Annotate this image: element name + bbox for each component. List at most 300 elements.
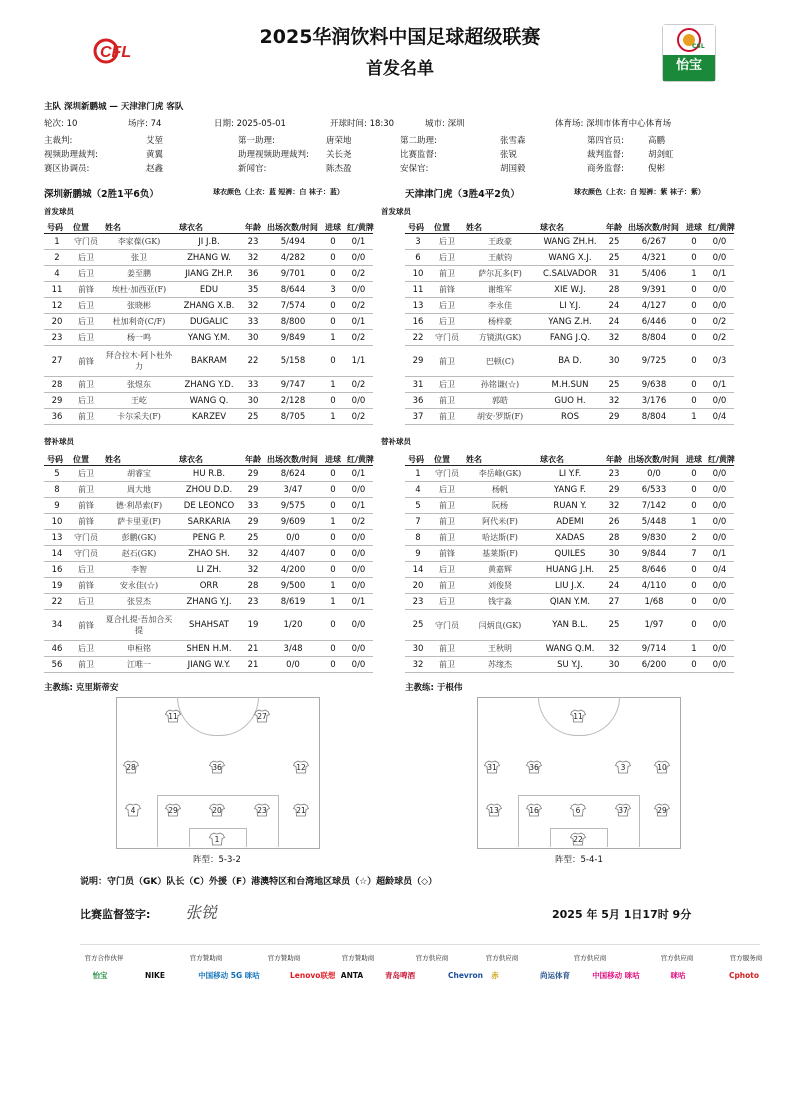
- player-cell: DUGALIC: [176, 314, 242, 330]
- player-cell: 9/609: [264, 514, 322, 530]
- player-cell: 9: [405, 546, 431, 562]
- player-cell: 前卫: [431, 498, 463, 514]
- player-cell: 8/646: [625, 562, 683, 578]
- sponsor-logo: Chevron: [448, 971, 484, 980]
- player-cell: 7/574: [264, 298, 322, 314]
- player-cell: 32: [242, 298, 264, 314]
- player-cell: 6/200: [625, 657, 683, 673]
- player-cell: 0/0: [344, 530, 373, 546]
- player-cell: 0/3: [705, 346, 734, 377]
- player-cell: 0/0: [344, 657, 373, 673]
- player-cell: 萨尔瓦多(F): [463, 266, 537, 282]
- player-cell: 28: [603, 282, 625, 298]
- player-cell: 20: [405, 578, 431, 594]
- player-cell: 守门员: [431, 610, 463, 641]
- player-cell: 1: [322, 377, 344, 393]
- player-cell: 周大地: [102, 482, 176, 498]
- player-cell: 30: [603, 346, 625, 377]
- away-subs-label: 替补球员: [381, 437, 411, 446]
- player-cell: 赵石(GK): [102, 546, 176, 562]
- player-cell: 刘俊贤: [463, 578, 537, 594]
- player-cell: 0/0: [344, 641, 373, 657]
- shirt-icon: [570, 803, 586, 817]
- player-cell: 0/0: [344, 578, 373, 594]
- column-header: 红/黄牌: [344, 221, 373, 234]
- player-cell: 0: [683, 282, 705, 298]
- player-cell: 0: [683, 578, 705, 594]
- player-cell: 0: [322, 393, 344, 409]
- player-cell: 23: [603, 466, 625, 482]
- official-name: 关长尧: [326, 150, 352, 160]
- shirt-icon: [570, 709, 586, 723]
- player-row: [44, 610, 373, 641]
- player-cell: DE LEONCO: [176, 498, 242, 514]
- player-row: [405, 514, 734, 530]
- player-cell: 25: [603, 250, 625, 266]
- shirt-number: 1: [214, 835, 220, 844]
- player-row: [405, 546, 734, 562]
- shirt-icon: [165, 803, 181, 817]
- sponsor-logo: Lenovo联想: [290, 971, 336, 980]
- player-cell: 0/0: [705, 234, 734, 250]
- player-row: [405, 578, 734, 594]
- player-cell: 前锋: [70, 514, 102, 530]
- sponsor-tier-label: 官方合作伙伴: [84, 954, 124, 962]
- player-cell: SHAHSAT: [176, 610, 242, 641]
- player-cell: 29: [405, 346, 431, 377]
- player-row: [405, 234, 734, 250]
- player-row: [44, 377, 373, 393]
- player-cell: ZHANG X.B.: [176, 298, 242, 314]
- column-header: 球衣名: [537, 221, 603, 234]
- player-cell: 1: [683, 641, 705, 657]
- column-header: 出场次数/时间: [264, 221, 322, 234]
- shirt-icon: [125, 803, 141, 817]
- player-cell: 12: [44, 298, 70, 314]
- player-cell: 申桓铭: [102, 641, 176, 657]
- player-cell: 0: [683, 314, 705, 330]
- player-cell: 0/2: [344, 298, 373, 314]
- player-cell: 11: [44, 282, 70, 298]
- player-row: [44, 562, 373, 578]
- player-row: [405, 346, 734, 377]
- player-cell: 27: [44, 346, 70, 377]
- player-cell: 前卫: [431, 346, 463, 377]
- player-row: [44, 234, 373, 250]
- player-cell: 35: [242, 282, 264, 298]
- player-cell: 23: [44, 330, 70, 346]
- player-cell: 37: [405, 409, 431, 425]
- player-cell: 30: [242, 393, 264, 409]
- shirt-number: 3: [620, 763, 626, 772]
- sponsor-logo: 中国移动 咪咕: [592, 971, 640, 980]
- player-cell: RUAN Y.: [537, 498, 603, 514]
- player-cell: 0/0: [344, 482, 373, 498]
- player-cell: ORR: [176, 578, 242, 594]
- player-cell: 8/644: [264, 282, 322, 298]
- player-cell: 1/68: [625, 594, 683, 610]
- shirt-icon: [209, 832, 225, 846]
- player-cell: 33: [242, 314, 264, 330]
- player-cell: 0: [322, 250, 344, 266]
- player-cell: 8/619: [264, 594, 322, 610]
- sponsor-divider: [80, 944, 760, 945]
- player-cell: 4/407: [264, 546, 322, 562]
- player-cell: 后卫: [70, 466, 102, 482]
- page-title: 2025华润饮料中国足球超级联赛: [259, 26, 541, 48]
- shirt-icon: [254, 709, 270, 723]
- player-cell: 后卫: [70, 330, 102, 346]
- player-cell: 杨梓豪: [463, 314, 537, 330]
- column-header: 出场次数/时间: [625, 453, 683, 466]
- player-cell: 8/800: [264, 314, 322, 330]
- official-label: 新闻官:: [238, 164, 267, 174]
- player-cell: WANG Q.M.: [537, 641, 603, 657]
- player-cell: 7: [683, 546, 705, 562]
- player-cell: C.SALVADOR: [537, 266, 603, 282]
- official-name: 陈杰盈: [326, 164, 352, 174]
- player-cell: 前锋: [431, 282, 463, 298]
- player-cell: 29: [603, 482, 625, 498]
- official-label: 助理视频助理裁判:: [238, 150, 309, 160]
- match-date: 日期: 2025-05-01: [214, 119, 286, 129]
- player-cell: 拜合拉木·阿卜杜外力: [102, 346, 176, 377]
- away-starters-label: 首发球员: [381, 207, 411, 216]
- column-header: 进球: [322, 453, 344, 466]
- player-cell: 20: [44, 314, 70, 330]
- shirt-icon: [254, 803, 270, 817]
- player-cell: 0/0: [705, 657, 734, 673]
- player-cell: 卡尔采夫(F): [102, 409, 176, 425]
- column-header: 球衣名: [176, 453, 242, 466]
- player-cell: 0/2: [705, 314, 734, 330]
- player-cell: 3/47: [264, 482, 322, 498]
- player-row: [44, 482, 373, 498]
- player-cell: 0/0: [705, 282, 734, 298]
- player-cell: 守门员: [70, 234, 102, 250]
- player-cell: 闫炳良(GK): [463, 610, 537, 641]
- player-cell: 埃杜·加西亚(F): [102, 282, 176, 298]
- player-cell: 0/1: [344, 234, 373, 250]
- column-header: 年龄: [603, 221, 625, 234]
- player-cell: 后卫: [70, 266, 102, 282]
- player-cell: 31: [603, 266, 625, 282]
- official-label: 裁判监督:: [587, 150, 624, 160]
- home-formation: 阵型：5-3-2: [193, 855, 241, 865]
- shirt-number: 36: [212, 763, 222, 772]
- player-cell: 0/0: [705, 641, 734, 657]
- player-row: [405, 498, 734, 514]
- player-row: [405, 330, 734, 346]
- player-cell: 1: [322, 578, 344, 594]
- player-cell: 0: [322, 498, 344, 514]
- player-cell: 4: [405, 482, 431, 498]
- player-cell: EDU: [176, 282, 242, 298]
- player-cell: LI ZH.: [176, 562, 242, 578]
- column-header: 号码: [405, 221, 431, 234]
- player-cell: 胡睿宝: [102, 466, 176, 482]
- shirt-number: 37: [618, 806, 628, 815]
- shirt-icon: [293, 803, 309, 817]
- sponsor-tier-label: 官方供应商: [485, 954, 519, 962]
- player-cell: KARZEV: [176, 409, 242, 425]
- sponsor-tier-label: 官方服务商: [729, 954, 763, 962]
- player-cell: FANG J.Q.: [537, 330, 603, 346]
- player-cell: 32: [603, 498, 625, 514]
- player-row: [44, 250, 373, 266]
- player-cell: 32: [242, 546, 264, 562]
- shirt-number: 20: [212, 806, 222, 815]
- legend-note: 说明：守门员（GK）队长（C）外援（F）港澳特区和台湾地区球员（☆）超龄球员（◇）: [80, 877, 438, 887]
- shirt-number: 10: [657, 763, 667, 772]
- home-coach: 主教练: 克里斯蒂安: [44, 683, 119, 693]
- shirt-number: 21: [296, 806, 306, 815]
- player-cell: 0/1: [344, 594, 373, 610]
- player-cell: 阮杨: [463, 498, 537, 514]
- player-cell: 16: [405, 314, 431, 330]
- player-row: [44, 409, 373, 425]
- player-cell: 前卫: [431, 514, 463, 530]
- player-cell: BA D.: [537, 346, 603, 377]
- player-cell: HUANG J.H.: [537, 562, 603, 578]
- player-cell: 10: [44, 514, 70, 530]
- official-label: 赛区协调员:: [44, 164, 90, 174]
- player-cell: 0/4: [705, 409, 734, 425]
- official-name: 艾堃: [146, 136, 164, 146]
- player-row: [405, 562, 734, 578]
- player-cell: 0/0: [705, 498, 734, 514]
- shirt-number: 6: [575, 806, 581, 815]
- shirt-number: 29: [657, 806, 667, 815]
- player-cell: 0: [322, 546, 344, 562]
- player-cell: 5/494: [264, 234, 322, 250]
- player-cell: 9/714: [625, 641, 683, 657]
- player-cell: 1/1: [344, 346, 373, 377]
- shirt-icon: [486, 803, 502, 817]
- player-cell: 6: [405, 250, 431, 266]
- player-cell: 32: [242, 562, 264, 578]
- player-cell: 0: [683, 330, 705, 346]
- column-header: 号码: [44, 221, 70, 234]
- player-cell: 25: [603, 234, 625, 250]
- player-cell: 19: [44, 578, 70, 594]
- player-cell: 前卫: [70, 657, 102, 673]
- player-cell: 前锋: [70, 498, 102, 514]
- player-cell: 姜至鹏: [102, 266, 176, 282]
- player-cell: 后卫: [431, 377, 463, 393]
- shirt-number: 27: [257, 712, 267, 721]
- shirt-icon: [484, 760, 500, 774]
- sponsor-logo: ANTA: [340, 971, 364, 980]
- column-header: 位置: [431, 453, 463, 466]
- player-cell: 14: [405, 562, 431, 578]
- player-cell: 杜加利奇(C/F): [102, 314, 176, 330]
- player-cell: 30: [405, 641, 431, 657]
- player-cell: 守门员: [431, 330, 463, 346]
- player-cell: GUO H.: [537, 393, 603, 409]
- player-cell: 8/804: [625, 409, 683, 425]
- player-cell: 5/158: [264, 346, 322, 377]
- player-cell: 30: [603, 657, 625, 673]
- player-cell: 2: [683, 530, 705, 546]
- player-cell: 7: [405, 514, 431, 530]
- player-cell: 哈达斯(F): [463, 530, 537, 546]
- player-cell: ADEMI: [537, 514, 603, 530]
- player-cell: 46: [44, 641, 70, 657]
- player-cell: 25: [242, 409, 264, 425]
- player-cell: 李家葆(GK): [102, 234, 176, 250]
- player-cell: 后卫: [70, 562, 102, 578]
- player-cell: 26: [603, 514, 625, 530]
- player-cell: 0: [322, 346, 344, 377]
- player-cell: 0: [322, 657, 344, 673]
- player-cell: 36: [242, 266, 264, 282]
- player-cell: 彭鹏(GK): [102, 530, 176, 546]
- player-cell: 1: [683, 409, 705, 425]
- player-cell: 后卫: [70, 250, 102, 266]
- player-cell: 9/391: [625, 282, 683, 298]
- player-cell: QUILES: [537, 546, 603, 562]
- player-cell: 30: [242, 330, 264, 346]
- player-cell: 后卫: [431, 562, 463, 578]
- player-cell: 0/0: [344, 546, 373, 562]
- player-cell: 7/142: [625, 498, 683, 514]
- shirt-number: 31: [487, 763, 497, 772]
- home-starters-label: 首发球员: [44, 207, 74, 216]
- column-header: 球衣名: [176, 221, 242, 234]
- player-cell: 杨一鸣: [102, 330, 176, 346]
- player-cell: 基莱斯(F): [463, 546, 537, 562]
- player-cell: 9/725: [625, 346, 683, 377]
- player-cell: 前锋: [70, 610, 102, 641]
- column-header: 年龄: [242, 221, 264, 234]
- player-cell: 0: [683, 498, 705, 514]
- player-cell: 0: [683, 657, 705, 673]
- player-cell: 2/128: [264, 393, 322, 409]
- player-cell: YANG Z.H.: [537, 314, 603, 330]
- shirt-number: 16: [529, 806, 539, 815]
- player-cell: 5/406: [625, 266, 683, 282]
- venue: 体育场: 深圳市体育中心体育场: [555, 119, 672, 129]
- column-header: 位置: [431, 221, 463, 234]
- player-cell: 王献钧: [463, 250, 537, 266]
- player-cell: 9/844: [625, 546, 683, 562]
- shirt-icon: [615, 760, 631, 774]
- player-cell: 28: [603, 530, 625, 546]
- column-header: 年龄: [603, 453, 625, 466]
- player-cell: 苏缘杰: [463, 657, 537, 673]
- player-cell: 9: [44, 498, 70, 514]
- round: 轮次: 10: [44, 119, 78, 129]
- match-no: 场序: 74: [128, 119, 162, 129]
- kickoff: 开球时间: 18:30: [330, 119, 395, 129]
- player-cell: 安永佳(☆): [102, 578, 176, 594]
- player-cell: 前卫: [70, 377, 102, 393]
- away-starters-table: [405, 221, 734, 425]
- player-cell: ZHAO SH.: [176, 546, 242, 562]
- player-cell: 巴顿(C): [463, 346, 537, 377]
- shirt-number: 13: [489, 806, 499, 815]
- player-cell: 1: [322, 594, 344, 610]
- player-cell: 张煜东: [102, 377, 176, 393]
- player-cell: YANG Y.M.: [176, 330, 242, 346]
- official-label: 视频助理裁判:: [44, 150, 98, 160]
- player-cell: 0/0: [625, 466, 683, 482]
- signature-datetime: 2025 年 5月 1日17时 9分: [552, 908, 692, 921]
- player-cell: 9/701: [264, 266, 322, 282]
- player-cell: WANG X.J.: [537, 250, 603, 266]
- player-cell: 后卫: [70, 393, 102, 409]
- player-cell: 3/48: [264, 641, 322, 657]
- player-cell: SARKARIA: [176, 514, 242, 530]
- supervisor-signature: 张锐: [185, 903, 218, 922]
- player-cell: 孙铭谦(☆): [463, 377, 537, 393]
- shirt-number: 28: [126, 763, 136, 772]
- shirt-number: 11: [573, 712, 583, 721]
- player-cell: ZHANG Y.J.: [176, 594, 242, 610]
- player-cell: 9/500: [264, 578, 322, 594]
- column-header: 红/黄牌: [344, 453, 373, 466]
- player-cell: 22: [44, 594, 70, 610]
- svg-text:CFL: CFL: [100, 44, 132, 61]
- player-row: [44, 657, 373, 673]
- shirt-number: 11: [168, 712, 178, 721]
- player-cell: ZHANG Y.D.: [176, 377, 242, 393]
- player-cell: SU Y.J.: [537, 657, 603, 673]
- player-cell: JI J.B.: [176, 234, 242, 250]
- player-cell: 0: [322, 641, 344, 657]
- player-row: [44, 266, 373, 282]
- player-cell: 李智: [102, 562, 176, 578]
- player-row: [44, 594, 373, 610]
- player-cell: 0: [322, 530, 344, 546]
- official-name: 倪彬: [648, 164, 666, 174]
- player-cell: PENG P.: [176, 530, 242, 546]
- player-cell: 方镜淇(GK): [463, 330, 537, 346]
- player-cell: 0: [322, 562, 344, 578]
- player-cell: M.H.SUN: [537, 377, 603, 393]
- player-cell: 32: [603, 393, 625, 409]
- player-cell: 56: [44, 657, 70, 673]
- player-cell: 1/97: [625, 610, 683, 641]
- player-cell: 钱宇淼: [463, 594, 537, 610]
- column-header: 红/黄牌: [705, 453, 734, 466]
- player-cell: LI Y.J.: [537, 298, 603, 314]
- player-cell: 11: [405, 282, 431, 298]
- player-row: [405, 393, 734, 409]
- player-cell: 0: [683, 594, 705, 610]
- player-row: [405, 298, 734, 314]
- shirt-number: 29: [168, 806, 178, 815]
- official-name: 张雪森: [500, 136, 526, 146]
- player-cell: 32: [405, 657, 431, 673]
- shirt-icon: [615, 803, 631, 817]
- player-cell: 34: [44, 610, 70, 641]
- player-cell: HU R.B.: [176, 466, 242, 482]
- player-cell: 13: [405, 298, 431, 314]
- official-name: 唐荣地: [326, 136, 352, 146]
- player-cell: 27: [603, 594, 625, 610]
- away-subs-table: [405, 453, 734, 673]
- player-cell: 0: [322, 466, 344, 482]
- player-cell: 5: [44, 466, 70, 482]
- player-row: [405, 466, 734, 482]
- column-header: 位置: [70, 453, 102, 466]
- sponsor-logo: 赤: [491, 971, 499, 980]
- player-cell: 4: [44, 266, 70, 282]
- home-kit: 球衣颜色（上衣：蓝 短裤：白 袜子：蓝）: [213, 188, 344, 196]
- player-cell: 郭皓: [463, 393, 537, 409]
